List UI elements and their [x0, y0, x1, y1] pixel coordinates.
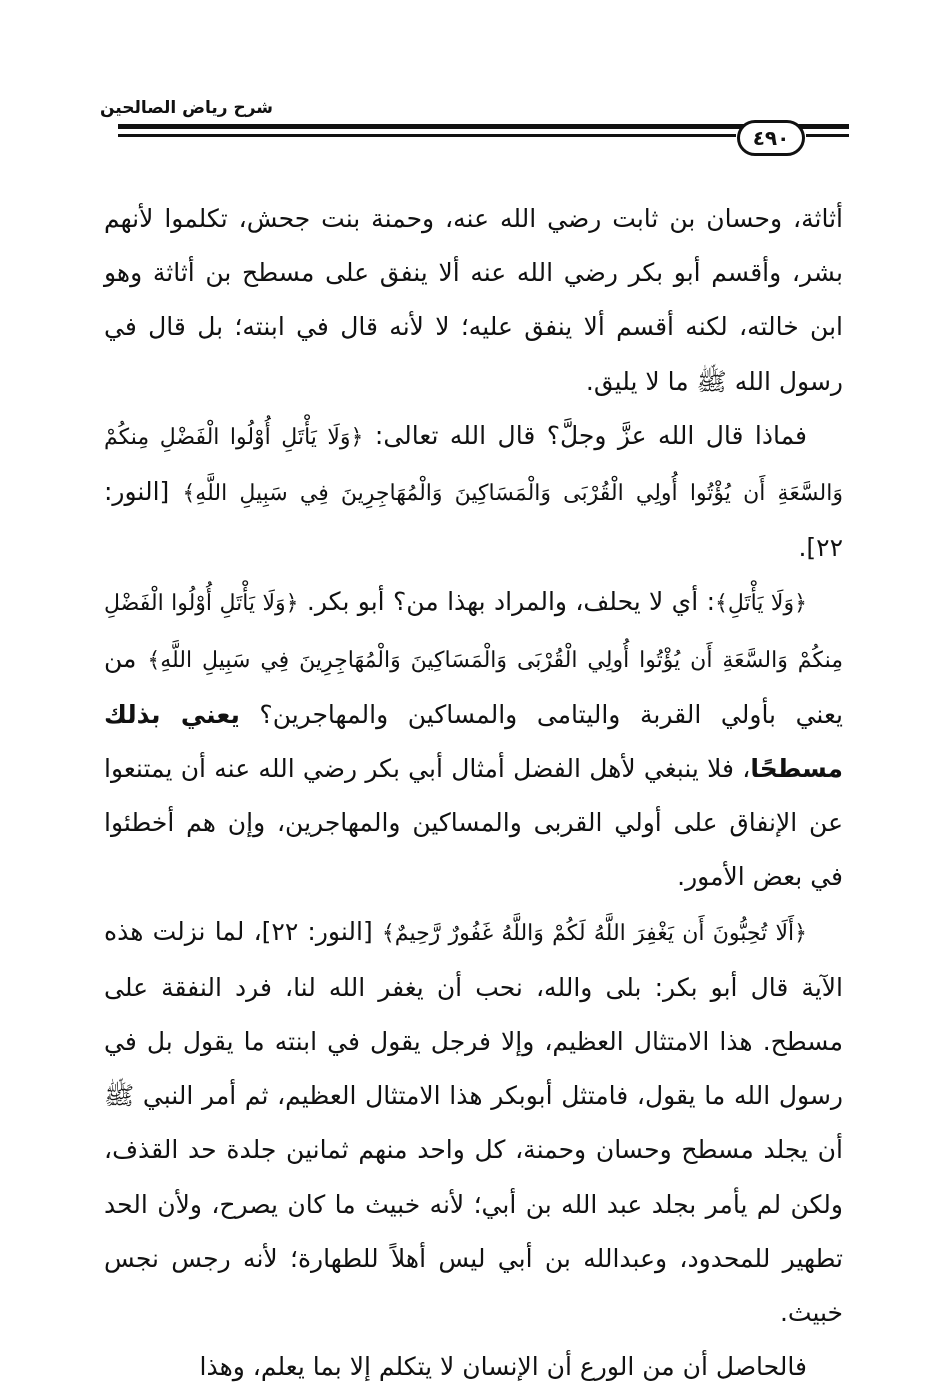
- page-number: ٤٩٠: [752, 126, 790, 150]
- running-header: [100, 98, 340, 118]
- emphasized-text: يعني بذلك مسطحًا: [104, 699, 843, 784]
- paragraph: [104, 1340, 843, 1394]
- quran-verse: ﴿وَلَا يَأْتَلِ﴾: [715, 591, 807, 617]
- quran-verse: ﴿وَلَا يَأْتَلِ أُوْلُوا الْفَضْلِ مِنكُمْ وَالسَّعَةِ أَن يُؤْتُوا أُولِي الْقُرْبَى وَالْمَسَاكِينَ وَالْمُهَاجِرِينَ فِي سَبِيلِ اللَّهِ﴾: [104, 424, 843, 507]
- paragraph-text: [النور: ٢٢]، لما نزلت هذه الآية قال أبو بكر: بلى والله، نحب أن يغفر الله لنا، فرد النفقة على مسطح. هذا الامتثال العظيم، وإلا فرجل يقول في ابنته ما يقول بل في رسول الله ما يقول، فامتثل أبوبكر هذا الامتثال العظيم، ثم أمر النبي ﷺ أن يجلد مسطح وحسان وحمنة، كل واحد منهم ثمانين جلدة حد القذف، ولكن لم يأمر بجلد عبد الله بن أبي؛ لأنه خبيث ما كان يصرح، ولأن الحد تطهير للمحدود، وعبدالله بن أبي ليس أهلاً للطهارة؛ لأنه رجس نجس خبيث.: [104, 916, 843, 1328]
- quran-verse: ﴿أَلَا تُحِبُّونَ أَن يَغْفِرَ اللَّهُ لَكُمْ وَاللَّهُ غَفُورٌ رَّحِيمٌ﴾: [381, 920, 807, 946]
- paragraph-text: من يعني بأولي القربة واليتامى والمساكين والمهاجرين؟: [104, 643, 843, 729]
- paragraph-text: [النور: ٢٢].: [104, 477, 843, 563]
- page-number-badge: [737, 120, 805, 156]
- paragraph: [104, 905, 843, 1341]
- paragraph-text: ، فلا ينبغي لأهل الفضل أمثال أبي بكر رضي الله عنه أن يمتنعوا عن الإنفاق على أولي القربى والمساكين والمهاجرين، وإن هم أخطئوا في بعض الأمور.: [104, 754, 843, 892]
- paragraph: [104, 192, 843, 409]
- running-title-text: شرح رياض الصالحين: [100, 98, 274, 118]
- paragraph-text: فماذا قال الله عزَّ وجلَّ؟ قال الله تعالى:: [363, 420, 807, 450]
- paragraph: [104, 409, 843, 576]
- paragraph-text: أثاثة، وحسان بن ثابت رضي الله عنه، وحمنة بنت جحش، تكلموا لأنهم بشر، وأقسم أبو بكر رضي الله عنه ألا ينفق على مسطح بن أثاثة وهو ابن خالته، لكنه أقسم ألا ينفق عليه؛ لا لأنه قال في ابنته؛ بل قال في رسول الله ﷺ ما لا يليق.: [104, 204, 843, 396]
- paragraph: [104, 575, 843, 904]
- paragraph-text: فالحاصل أن من الورع أن الإنسان لا يتكلم إلا بما يعلم، وهذا: [199, 1352, 807, 1382]
- body-text: [104, 192, 843, 1394]
- paragraph-text: : أي لا يحلف، والمراد بهذا من؟ أبو بكر.: [298, 587, 715, 617]
- header-rule-thin-left: [118, 134, 736, 137]
- header-rule-thin-right: [806, 134, 849, 137]
- quran-verse: ﴿وَلَا يَأْتَلِ أُوْلُوا الْفَضْلِ مِنكُمْ وَالسَّعَةِ أَن يُؤْتُوا أُولِي الْقُرْبَى وَالْمَسَاكِينَ وَالْمُهَاجِرِينَ فِي سَبِيلِ اللَّهِ﴾: [104, 591, 843, 673]
